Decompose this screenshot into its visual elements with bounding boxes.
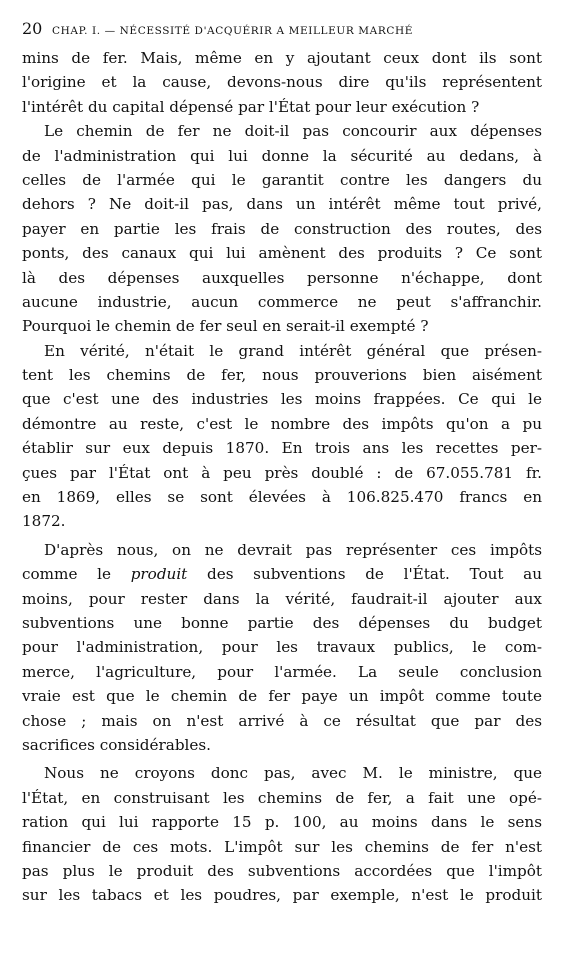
text-line: de l'administration qui lui donne la sécurité au dedans, à	[22, 146, 542, 165]
text-line: payer en partie les frais de construction des routes, des	[22, 219, 542, 238]
text-line: l'origine et la cause, devons-nous dire qu'ils représentent	[22, 73, 542, 92]
text-line: vraie est que le chemin de fer paye un impôt comme toute	[22, 687, 542, 706]
text-line: subventions une bonne partie des dépenses du budget	[22, 613, 542, 632]
text-line: financier de ces mots. L'impôt sur les chemins de fer n'est	[22, 837, 542, 856]
text-line: établir sur eux depuis 1870. En trois ans les recettes per-	[22, 439, 542, 458]
italic-word: produit	[130, 565, 188, 584]
paragraph	[22, 339, 542, 534]
text-line: tent les chemins de fer, nous prouverions bien aisément	[22, 366, 542, 385]
paragraph	[22, 538, 542, 758]
text-line: 1872.	[22, 512, 66, 531]
text-line: là des dépenses auxquelles personne n'échappe, dont	[22, 268, 542, 287]
text-line: pour l'administration, pour les travaux publics, le com-	[22, 638, 542, 657]
text-line: ponts, des canaux qui lui amènent des produits ? Ce sont	[22, 244, 542, 263]
text-line: démontre au reste, c'est le nombre des impôts qu'on a pu	[22, 414, 542, 433]
text-line: en 1869, elles se sont élevées à 106.825.470 francs en	[22, 488, 542, 507]
paragraph	[22, 119, 542, 339]
text-line: pas plus le produit des subventions accordées que l'impôt	[22, 861, 542, 880]
text-line: ration qui lui rapporte 15 p. 100, au moins dans le sens	[22, 813, 542, 832]
text-line: Pourquoi le chemin de fer seul en serait-il exempté ?	[22, 317, 429, 336]
text-line: D'après nous, on ne devrait pas représenter ces impôts	[44, 540, 542, 559]
text-line: mins de fer. Mais, même en y ajoutant ceux dont ils sont	[22, 49, 542, 67]
text-line: dehors ? Ne doit-il pas, dans un intérêt même tout privé,	[22, 195, 542, 214]
text-line: moins, pour rester dans la vérité, faudrait-il ajouter aux	[22, 589, 542, 608]
text-line: çues par l'État ont à peu près doublé : de 67.055.781 fr.	[22, 463, 542, 482]
text-line	[22, 562, 542, 586]
text-line: Le chemin de fer ne doit-il pas concourir aux dépenses	[44, 122, 542, 141]
paragraph	[22, 761, 542, 907]
text-fragment: comme le	[22, 565, 111, 584]
body-text	[22, 46, 542, 908]
text-line: sur les tabacs et les poudres, par exemple, n'est le produit	[22, 886, 542, 905]
running-title: CHAP. I. — NÉCESSITÉ D'ACQUÉRIR A MEILLEUR MARCHÉ	[52, 25, 413, 37]
page-number: 20	[22, 19, 43, 38]
text-line: aucune industrie, aucun commerce ne peut s'affranchir.	[22, 292, 542, 311]
text-line: Nous ne croyons donc pas, avec M. le ministre, que	[44, 764, 542, 783]
text-line: sacrifices considérables.	[22, 735, 212, 754]
text-fragment: des subventions de l'État. Tout au	[206, 565, 542, 584]
text-line: En vérité, n'était le grand intérêt général que présen-	[44, 341, 542, 360]
text-line: l'État, en construisant les chemins de fer, a fait une opé-	[22, 788, 542, 807]
text-line: celles de l'armée qui le garantit contre les dangers du	[22, 170, 542, 189]
text-line: l'intérêt du capital dépensé par l'État pour leur exécution ?	[22, 97, 480, 116]
text-line: merce, l'agriculture, pour l'armée. La seule conclusion	[22, 662, 542, 681]
text-line: chose ; mais on n'est arrivé à ce résultat que par des	[22, 711, 542, 730]
paragraph	[22, 46, 542, 119]
text-line: que c'est une des industries les moins frappées. Ce qui le	[22, 390, 542, 409]
running-head	[22, 18, 542, 40]
